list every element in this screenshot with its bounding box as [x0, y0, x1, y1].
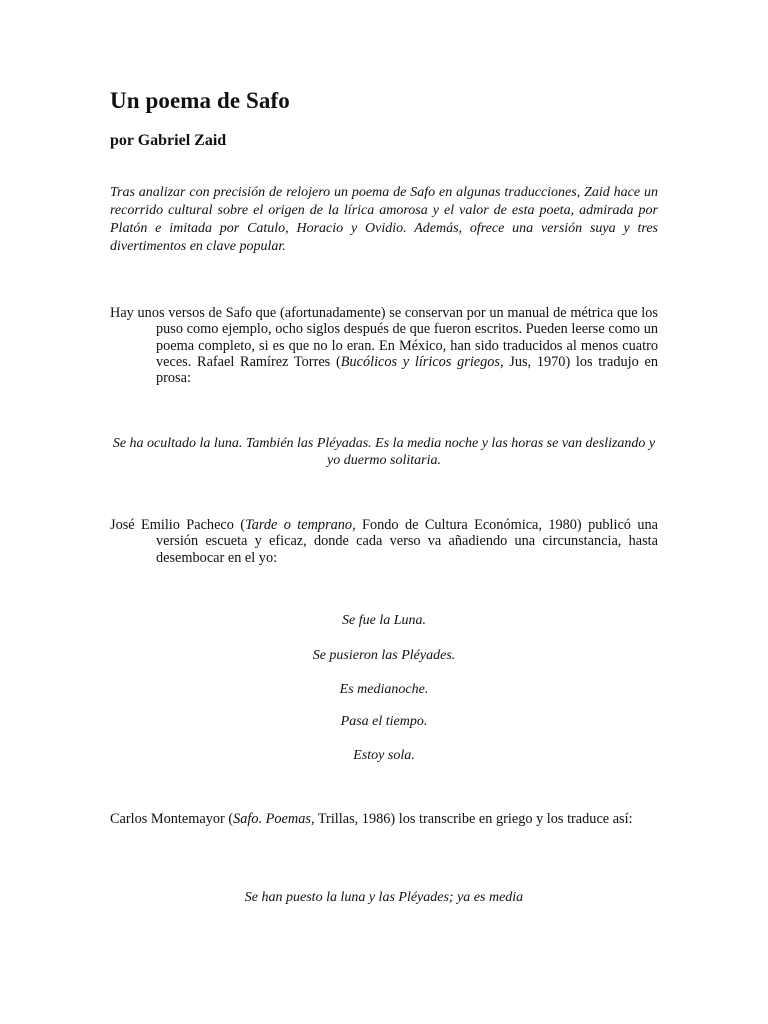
body-paragraph-2: [110, 517, 658, 566]
quoted-translation-1: Se ha ocultado la luna. También las Pléyadas. Es la media noche y las horas se van deslizando y yo duermo solitaria.: [112, 436, 656, 468]
book-title-italic: Bucólicos y líricos griegos,: [340, 353, 504, 370]
abstract-paragraph: Tras analizar con precisión de relojero un poema de Safo en algunas traducciones, Zaid hace un recorrido cultural sobre el origen de la lírica amorosa y el valor de esta poeta, admirada por Platón e imitada por Catulo, Horacio y Ovidio. Además, ofrece una versión suya y tres divertimentos en clave popular.: [110, 185, 658, 254]
paragraph-text: , Trillas, 1986) los transcribe en griego y los traduce así:: [310, 811, 633, 827]
body-paragraph-1: [110, 305, 658, 386]
verse-line: Se pusieron las Pléyades.: [312, 648, 456, 663]
verse-line: Se fue la Luna.: [342, 613, 426, 628]
book-title-italic: Tarde o temprano,: [245, 517, 356, 533]
verse-line: Pasa el tiempo.: [340, 714, 428, 729]
paragraph-text: José Emilio Pacheco (: [110, 517, 246, 533]
paragraph-text: Fondo de Cultura Económica, 1980) publicó una versión escueta y eficaz, donde cada verso va añadiendo una circunstancia, hasta desembocar en el yo:: [156, 517, 658, 566]
quoted-translation-3: Se han puesto la luna y las Pléyades; ya es media: [244, 890, 524, 905]
paragraph-text: Hay unos versos de Safo que (afortunadamente) se conservan por un manual de métrica que los puso como ejemplo, ocho siglos después de que fueron escritos. Pueden leerse como un poema completo, si es que no lo eran. En México, han sido traducidos al menos cuatro veces. Rafael Ramírez Torres (: [110, 305, 658, 370]
paragraph-text: Carlos Montemayor (: [110, 811, 234, 827]
paragraph-text: Jus, 1970) los tradujo en prosa:: [156, 353, 658, 387]
book-title-italic: Safo. Poemas: [233, 811, 311, 827]
verse-line: Es medianoche.: [339, 682, 429, 697]
verse-line: Estoy sola.: [353, 748, 415, 763]
document-author: por Gabriel Zaid: [110, 132, 227, 149]
document-title: Un poema de Safo: [110, 88, 290, 113]
body-paragraph-3: [110, 811, 658, 827]
